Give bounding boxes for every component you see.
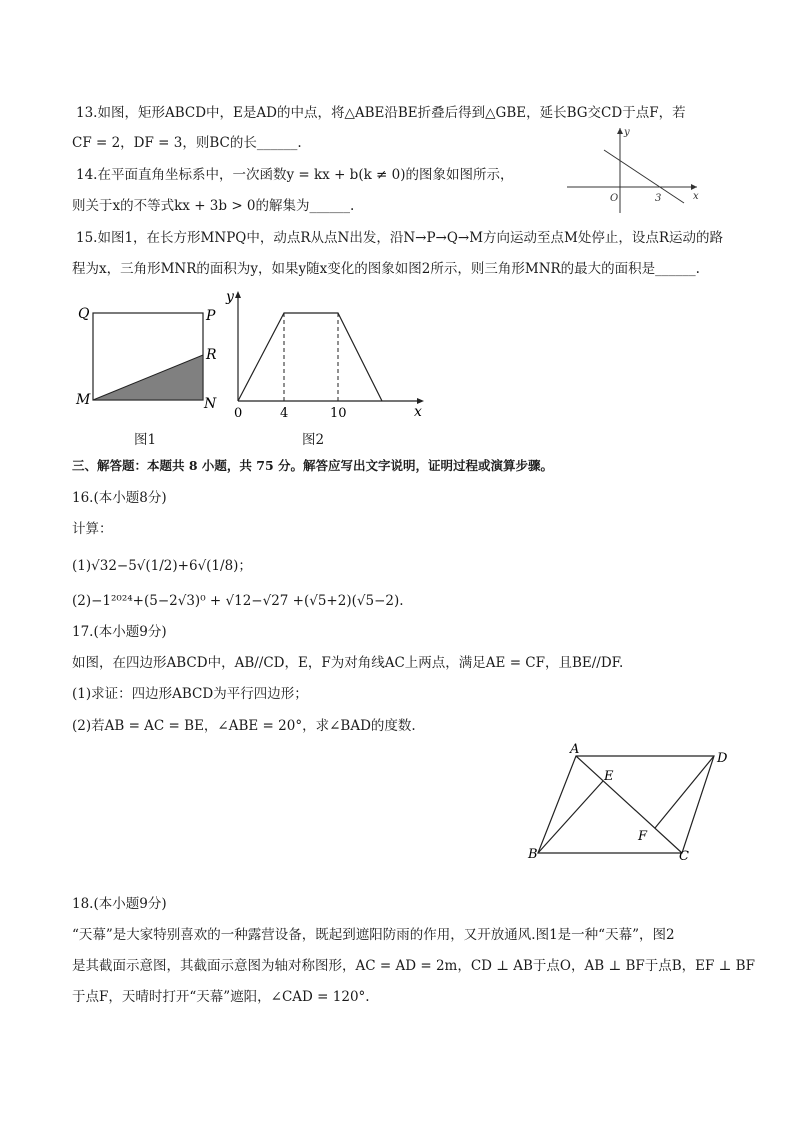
q16-intro: 计算：	[72, 521, 113, 537]
q13-line2: CF = 2，DF = 3，则BC的长______.	[72, 135, 302, 151]
q15-line2: 程为x，三角形MNR的面积为y，如果y随x变化的图象如图2所示，则三角形MNR的最大的面积是______.	[72, 261, 700, 277]
q17-line1: 如图，在四边形ABCD中，AB//CD，E，F为对角线AC上两点，满足AE = CF，且BE//DF.	[72, 655, 624, 671]
q14-y-label: y	[624, 127, 630, 138]
q14-function-graph	[562, 125, 712, 215]
q17-parallelogram-figure	[526, 742, 736, 867]
q18-line2: 是其截面示意图，其截面示意图为轴对称图形，AC = AD = 2m，CD ⊥ AB于点O，AB ⊥ BF于点B，EF ⊥ BF	[72, 958, 755, 974]
q15-fig2-caption: 图2	[302, 432, 325, 448]
q17-label-D: D	[717, 751, 728, 766]
q17-label-F: F	[638, 829, 648, 844]
q15-fig1-P: P	[206, 308, 216, 324]
q14-line1: 14.在平面直角坐标系中，一次函数y = kx + b(k ≠ 0)的图象如图所示，	[76, 167, 514, 183]
q14-tick-label: 3	[655, 193, 662, 204]
section3-heading: 三、解答题：本题共 8 小题，共 75 分。解答应写出文字说明，证明过程或演算步骤。	[72, 458, 554, 473]
q18-line3: 于点F，天晴时打开“天幕”遮阳，∠CAD = 120°.	[72, 989, 370, 1005]
q17-label-B: B	[528, 847, 538, 862]
q17-line2: (1)求证：四边形ABCD为平行四边形；	[72, 686, 308, 702]
q15-fig2-y: y	[226, 289, 234, 305]
q14-x-label: x	[693, 191, 699, 202]
q17-line3: (2)若AB = AC = BE，∠ABE = 20°，求∠BAD的度数.	[72, 718, 416, 734]
q15-figure2	[222, 287, 432, 417]
q18-heading: 18.(本小题9分)	[72, 896, 167, 912]
q15-fig2-tick10: 10	[330, 406, 347, 417]
q16-part1: (1)√32−5√(1/2)+6√(1/8)；	[72, 558, 252, 574]
q15-fig1-caption: 图1	[134, 432, 157, 448]
q16-heading: 16.(本小题8分)	[72, 490, 167, 506]
q15-fig1-Q: Q	[78, 306, 90, 322]
q18-line1: “天幕”是大家特别喜欢的一种露营设备，既起到遮阳防雨的作用，又开放通风.图1是一种“天幕”，图2	[72, 927, 675, 943]
q15-line1: 15.如图1，在长方形MNPQ中，动点R从点N出发，沿N→P→Q→M方向运动至点M处停止，设点R运动的路	[76, 230, 724, 246]
q17-label-A: A	[570, 742, 580, 757]
q15-fig2-x: x	[414, 404, 422, 417]
q13-line1: 13.如图，矩形ABCD中，E是AD的中点，将△ABE沿BE折叠后得到△GBE，延长BG交CD于点F，若	[76, 105, 686, 121]
q17-label-E: E	[604, 769, 614, 784]
q17-label-C: C	[679, 849, 689, 864]
q16-part2: (2)−1²⁰²⁴+(5−2√3)⁰ + √12−√27 +(√5+2)(√5−2).	[72, 593, 404, 609]
q15-fig1-R: R	[206, 347, 217, 363]
q15-fig2-origin: 0	[234, 406, 243, 417]
q17-heading: 17.(本小题9分)	[72, 624, 167, 640]
q15-fig2-tick4: 4	[280, 406, 289, 417]
q15-fig1-N: N	[204, 396, 217, 412]
q14-line2: 则关于x的不等式kx + 3b > 0的解集为______.	[72, 198, 355, 214]
q15-fig1-M: M	[76, 392, 91, 408]
q14-origin-label: O	[610, 193, 619, 204]
